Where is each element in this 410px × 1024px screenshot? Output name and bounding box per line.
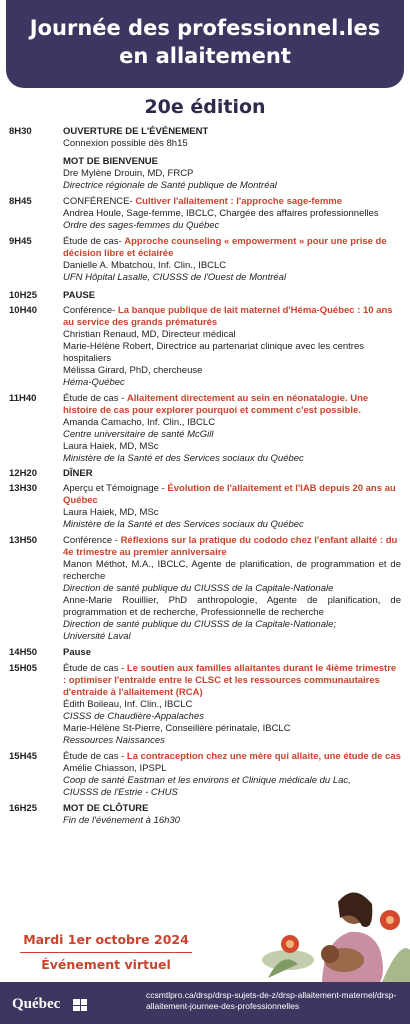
program-time: 9H45 <box>9 236 32 247</box>
program-line <box>63 815 401 827</box>
program-line <box>63 441 401 453</box>
program-line <box>63 417 401 429</box>
line-text: OUVERTURE DE L'ÉVÉNEMENT <box>63 126 209 137</box>
program-row <box>9 647 401 659</box>
program-time: 15H45 <box>9 751 37 762</box>
session-title: Cultiver l'allaitement : l'approche sage-femme <box>135 196 343 207</box>
program-time: 13H30 <box>9 483 37 494</box>
program-line <box>63 519 401 531</box>
title-line-1: Journée des professionnel.les <box>29 16 381 40</box>
program-details <box>63 663 401 747</box>
program-line <box>63 220 401 232</box>
program-line <box>63 236 401 260</box>
program-row <box>9 126 401 192</box>
program-details <box>63 803 401 827</box>
line-text: Conférence- <box>63 305 118 316</box>
program-details <box>63 126 401 192</box>
program-line <box>63 787 401 799</box>
line-text: Ministère de la Santé et des Services sociaux du Québec <box>63 519 304 530</box>
session-title: Approche counseling « empowerment » pour une prise de décision libre et éclairée <box>63 236 387 259</box>
line-text: Directrice régionale de Santé publique de Montréal <box>63 180 277 191</box>
program-line <box>63 803 401 815</box>
program-row <box>9 535 401 643</box>
program-details <box>63 483 401 531</box>
session-title: Évolution de l'allaitement et l'IAB depuis 20 ans au Québec <box>63 483 396 506</box>
program-line <box>63 156 401 168</box>
line-text: CONFÉRENCE- <box>63 196 136 207</box>
program-line <box>63 305 401 329</box>
session-title: Allaitement directement au sein en néonatalogie. Une histoire de cas pour explorer pourquoi et comment c'est possible. <box>63 393 369 416</box>
program-line <box>63 559 401 583</box>
program-line <box>63 365 401 377</box>
mother-baby-illustration <box>262 880 410 982</box>
program-line <box>63 535 401 559</box>
line-text: Dre Mylène Drouin, MD, FRCP <box>63 168 194 179</box>
line-text: Amanda Camacho, Inf. Clin., IBCLC <box>63 417 216 428</box>
session-title: Le soutien aux familles allaitantes durant le 4ième trimestre : optimiser l'entraide entre le CLSC et les ressources communautaires d'entraide à l'allaitement (RCA) <box>63 663 397 698</box>
program-line <box>63 272 401 284</box>
program-details <box>63 305 401 389</box>
program-details <box>63 535 401 643</box>
program-time: 8H30 <box>9 126 32 137</box>
line-text: Université Laval <box>63 631 131 642</box>
program-line <box>63 468 401 480</box>
program-line <box>63 647 401 659</box>
program-row <box>9 663 401 747</box>
line-text: CISSS de Chaudière-Appalaches <box>63 711 205 722</box>
line-text: Pause <box>63 647 91 658</box>
line-text: Ordre des sages-femmes du Québec <box>63 220 220 231</box>
line-text: Anne-Marie Rouillier, PhD anthropologie, Agente de planification, de programmation et de recherche, Professionnelle de recherche <box>63 595 401 618</box>
line-text: Étude de cas - <box>63 663 127 674</box>
line-text: Aperçu et Témoignage - <box>63 483 168 494</box>
line-text: Laura Haiek, MD, MSc <box>63 441 159 452</box>
line-text: MOT DE BIENVENUE <box>63 156 159 167</box>
header-banner <box>6 0 404 88</box>
edition-label: 20e édition <box>144 96 266 118</box>
line-text: Étude de cas- <box>63 236 125 247</box>
program-line <box>63 329 401 341</box>
footer-bar <box>0 982 410 1024</box>
line-text: Marie-Hélène St-Pierre, Conseillère périnatale, IBCLC <box>63 723 291 734</box>
line-text: Conférence - <box>63 535 121 546</box>
program-details <box>63 290 401 302</box>
program-line <box>63 751 401 763</box>
fleur-de-lis-flag-icon <box>73 999 87 1011</box>
program-line <box>63 663 401 699</box>
program-line <box>63 196 401 208</box>
program-line <box>63 763 401 775</box>
line-text: Manon Méthot, M.A., IBCLC, Agente de planification, de programmation et de recherche <box>63 559 401 582</box>
line-text: Étude de cas - <box>63 751 127 762</box>
program-row <box>9 236 401 284</box>
line-text: CIUSSS de l'Estrie - CHUS <box>63 787 178 798</box>
program-line <box>63 377 401 389</box>
program-time: 11H40 <box>9 393 37 404</box>
program-details <box>63 751 401 799</box>
line-text: Connexion possible dès 8h15 <box>63 138 188 149</box>
program-row <box>9 290 401 302</box>
program-row <box>9 196 401 232</box>
program-time: 10H40 <box>9 305 37 316</box>
event-date: Mardi 1er octobre 2024 <box>23 932 189 947</box>
program-row <box>9 393 401 465</box>
program-details <box>63 196 401 232</box>
line-text: Coop de santé Eastman et les environs et Clinique médicale du Lac, <box>63 775 351 786</box>
program-line <box>63 393 401 417</box>
line-text: MOT DE CLÔTURE <box>63 803 149 814</box>
date-divider <box>20 952 192 953</box>
line-text: Andrea Houle, Sage-femme, IBCLC, Chargée des affaires professionnelles <box>63 208 379 219</box>
line-text: Fin de l'événement à 16h30 <box>63 815 180 826</box>
program-line <box>63 711 401 723</box>
program-time: 15H05 <box>9 663 37 674</box>
program-row <box>9 483 401 531</box>
program-line <box>63 260 401 272</box>
program-line <box>63 595 401 619</box>
program-line <box>63 168 401 180</box>
line-text: Laura Haiek, MD, MSc <box>63 507 159 518</box>
program-line <box>63 775 401 787</box>
program-time: 10H25 <box>9 290 37 301</box>
title-line-2: en allaitement <box>119 44 291 68</box>
program-details <box>63 236 401 284</box>
footer-url[interactable]: ccsmtlpro.ca/drsp/drsp-sujets-de-z/drsp-allaitement-maternel/drsp-allaitement-journee-des-professionnelles <box>146 990 397 1011</box>
line-text: Étude de cas - <box>63 393 127 404</box>
program-time: 12H20 <box>9 468 37 479</box>
program-time: 8H45 <box>9 196 32 207</box>
session-title: Réflexions sur la pratique du cododo chez l'enfant allaité : du 4e trimestre au premier anniversaire <box>63 535 398 558</box>
program-line <box>63 208 401 220</box>
line-text: Danielle A. Mbatchou, Inf. Clin., IBCLC <box>63 260 227 271</box>
program-line <box>63 341 401 365</box>
event-format: Événement virtuel <box>41 957 171 972</box>
program-time: 14H50 <box>9 647 37 658</box>
line-text: DÎNER <box>63 468 93 479</box>
session-title: La banque publique de lait maternel d'Héma-Québec : 10 ans au service des grands prématurés <box>63 305 393 328</box>
line-text: UFN Hôpital Lasalle, CIUSSS de l'Ouest de Montréal <box>63 272 287 283</box>
line-text: Mélissa Girard, PhD, chercheuse <box>63 365 203 376</box>
program-schedule <box>9 126 401 827</box>
quebec-logo-text: Québec <box>12 996 61 1012</box>
session-title: La contraception chez une mère qui allaite, une étude de cas <box>126 751 401 762</box>
line-text: Centre universitaire de santé McGill <box>63 429 214 440</box>
program-line <box>63 723 401 735</box>
program-row <box>9 305 401 389</box>
program-line <box>63 735 401 747</box>
program-line <box>63 699 401 711</box>
program-row <box>9 468 401 480</box>
program-time: 13H50 <box>9 535 37 546</box>
line-text: Ressources Naissances <box>63 735 165 746</box>
program-line <box>63 583 401 595</box>
program-line <box>63 507 401 519</box>
program-time: 16H25 <box>9 803 37 814</box>
program-details <box>63 647 401 659</box>
line-text: Héma-Québec <box>63 377 125 388</box>
line-text: PAUSE <box>63 290 96 301</box>
program-line <box>63 126 401 138</box>
line-text: Amélie Chiasson, IPSPL <box>63 763 167 774</box>
program-line <box>63 429 401 441</box>
line-text: Direction de santé publique du CIUSSS de la Capitale-Nationale; <box>63 619 337 630</box>
program-line <box>63 180 401 192</box>
program-details <box>63 468 401 480</box>
program-line <box>63 619 401 631</box>
line-text: Ministère de la Santé et des Services sociaux du Québec <box>63 453 304 464</box>
program-line <box>63 453 401 465</box>
line-text: Direction de santé publique du CIUSSS de la Capitale-Nationale <box>63 583 334 594</box>
program-line <box>63 631 401 643</box>
line-text: Christian Renaud, MD, Directeur médical <box>63 329 236 340</box>
program-row <box>9 751 401 799</box>
program-row <box>9 803 401 827</box>
program-line <box>63 290 401 302</box>
program-line <box>63 483 401 507</box>
program-details <box>63 393 401 465</box>
program-line <box>63 138 401 150</box>
line-text: Marie-Hélène Robert, Directrice au partenariat clinique avec les centres hospitaliers <box>63 341 364 364</box>
line-text: Édith Boileau, Inf. Clin., IBCLC <box>63 699 193 710</box>
